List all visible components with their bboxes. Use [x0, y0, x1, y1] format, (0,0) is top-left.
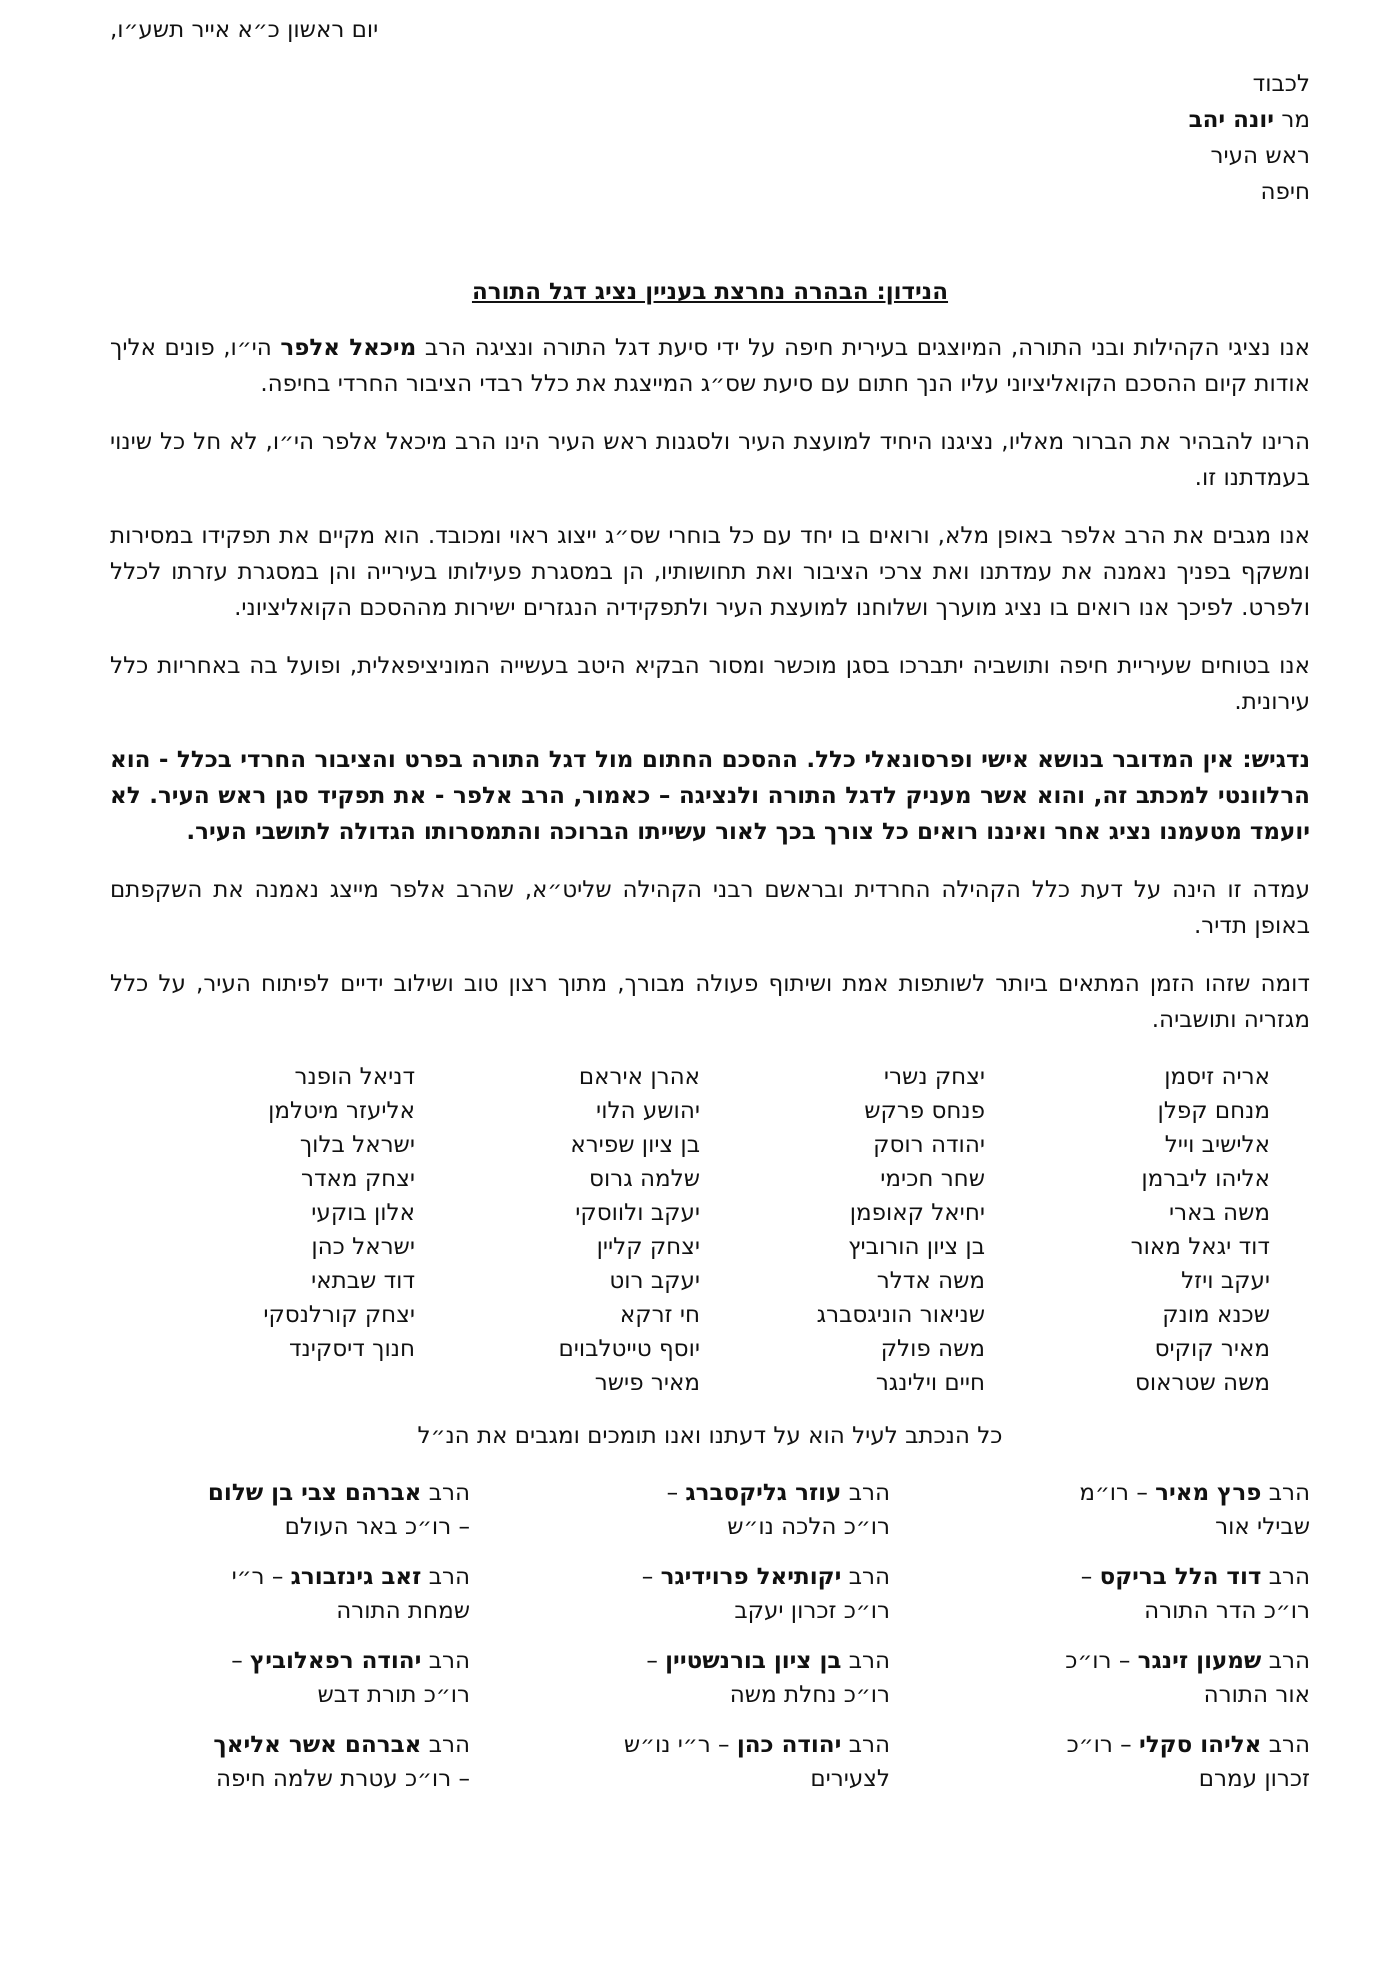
rabbi-entry	[950, 1644, 1310, 1712]
rabbi-line-2: זכרון עמרם	[1198, 1766, 1310, 1792]
signatory-name: יעקב ויזל	[1181, 1268, 1270, 1294]
rabbi-prefix: הרב	[1268, 1648, 1310, 1674]
signatory-name: יהושע הלוי	[596, 1098, 700, 1124]
signatory-name: חיים וילינגר	[875, 1370, 985, 1396]
rabbi-prefix: הרב	[848, 1732, 890, 1758]
rabbi-line-1	[950, 1476, 1310, 1510]
rabbis-list	[110, 1476, 1310, 1796]
signatory-name: אריה זיסמן	[1164, 1064, 1270, 1090]
rabbi-line-2: רו״כ נחלת משה	[729, 1682, 890, 1708]
rabbi-suffix: –	[666, 1480, 679, 1506]
rabbi-line-2: שמחת התורה	[336, 1598, 470, 1624]
signatories-list	[110, 1060, 1310, 1400]
rabbi-prefix: הרב	[848, 1564, 890, 1590]
recipient-name-line	[110, 102, 1310, 138]
rabbi-prefix: הרב	[848, 1648, 890, 1674]
rabbi-suffix: – רו״כ	[1066, 1732, 1132, 1758]
rabbi-prefix: הרב	[428, 1480, 470, 1506]
signatory-name: יוסף טייטלבוים	[558, 1336, 700, 1362]
rabbi-line-2: – רו״כ באר העולם	[284, 1514, 470, 1540]
rabbi-prefix: הרב	[428, 1564, 470, 1590]
rabbi-suffix: – ר״י	[231, 1564, 284, 1590]
signatory-name: שלמה גרוס	[589, 1166, 700, 1192]
paragraph-3: אנו מגבים את הרב אלפר באופן מלא, ורואים בו יחד עם כל בוחרי שס״ג ייצוג ראוי ומכובד. הוא מקיים את תפקידו במסירות ומשקף בפניך נאמנה את עמדתנו ואת צרכי הציבור ואת תחושותיו, הן במסגרת פעילותו בעירייה והן במסגרת עזרתו לכלל ולפרט. לפיכך אנו רואים בו נציג מוערך ושלוחנו למועצת העיר ולתפקידיה הנגזרים ישירות מההסכם הקואליציוני.	[110, 523, 1310, 621]
subject-line: הנידון: הבהרה נחרצת בעניין נציג דגל התורה	[471, 279, 949, 305]
signatory-name: יהודה רוסק	[873, 1132, 985, 1158]
rabbi-entry	[110, 1560, 470, 1628]
paragraph-2: הרינו להבהיר את הברור מאליו, נציגנו היחיד למועצת העיר ולסגנות ראש העיר הינו הרב מיכאל אלפר הי״ו, לא חל כל שינוי בעמדתנו זו.	[110, 429, 1310, 491]
rabbi-suffix: – ר״י נו״ש	[623, 1732, 730, 1758]
rabbi-name: אברהם צבי בן שלום	[207, 1480, 422, 1506]
signatory-name: אהרן איראם	[578, 1064, 700, 1090]
signatory-name: מנחם קפלן	[1157, 1098, 1270, 1124]
rabbi-name: פרץ מאיר	[1155, 1480, 1262, 1506]
recipient-block	[110, 66, 1310, 210]
signatory-name: אליהו ליברמן	[1141, 1166, 1270, 1192]
rabbi-line-1	[950, 1728, 1310, 1762]
signatory-name: ישראל כהן	[311, 1234, 415, 1260]
rabbi-line-1	[110, 1728, 470, 1762]
rabbi-name: שמעון זינגר	[1137, 1648, 1262, 1674]
signatory-name: יצחק נשרי	[883, 1064, 985, 1090]
rabbi-name: יהודה כהן	[736, 1732, 842, 1758]
signatory-name: חנוך דיסקינד	[288, 1336, 415, 1362]
signatory-name: אלישיב וייל	[1164, 1132, 1270, 1158]
signatory-name: בן ציון הורוביץ	[848, 1234, 985, 1260]
signatory-name: בן ציון שפירא	[570, 1132, 700, 1158]
rabbi-line-1	[530, 1728, 890, 1762]
recipient-mr: מר	[1281, 107, 1310, 133]
signatory-name: חי זרקא	[619, 1302, 700, 1328]
rabbi-entry	[530, 1476, 890, 1544]
rabbi-entry	[530, 1644, 890, 1712]
signatory-name: דניאל הופנר	[294, 1064, 415, 1090]
signatory-name: פנחס פרקש	[864, 1098, 985, 1124]
rabbi-name: יקותיאל פרוידיגר	[660, 1564, 842, 1590]
signatory-name: יצחק קליין	[596, 1234, 700, 1260]
rabbi-line-1	[110, 1476, 470, 1510]
signatory-name: אליעזר מיטלמן	[268, 1098, 415, 1124]
signatory-name: יצחק קורלנסקי	[263, 1302, 415, 1328]
rabbi-suffix: – רו״כ	[1065, 1648, 1131, 1674]
rabbi-suffix: –	[1080, 1564, 1093, 1590]
rabbi-name: אליהו סקלי	[1138, 1732, 1262, 1758]
signatory-name: משה אדלר	[876, 1268, 985, 1294]
rabbi-line-1	[950, 1560, 1310, 1594]
rabbi-line-2: לצעירים	[810, 1766, 890, 1792]
rabbi-prefix: הרב	[428, 1732, 470, 1758]
signatory-name: יעקב רוט	[609, 1268, 700, 1294]
endorsement-line: כל הנכתב לעיל הוא על דעתנו ואנו תומכים ומגבים את הנ״ל	[417, 1423, 1003, 1449]
paragraph-7: דומה שזהו הזמן המתאים ביותר לשותפות אמת ושיתוף פעולה מבורך, מתוך רצון טוב ושילוב ידיים לפיתוח העיר, על כלל מגזריה ותושביה.	[110, 971, 1310, 1033]
paragraph-1	[110, 330, 1310, 402]
rabbi-name: עוזר גליקסברג	[685, 1480, 842, 1506]
paragraph-4: אנו בטוחים שעיריית חיפה ותושביה יתברכו בסגן מוכשר ומסור הבקיא היטב בעשייה המוניציפאלית, ופועל בה באחריות כלל עירונית.	[110, 653, 1310, 715]
rabbi-line-2: אור התורה	[1203, 1682, 1310, 1708]
paragraph-1-name: מיכאל אלפר	[280, 335, 417, 361]
paragraph-emphasis: נדגיש: אין המדובר בנושא אישי ופרסונאלי כלל. ההסכם החתום מול דגל התורה בפרט והציבור החרדי בכלל - הוא הרלוונטי למכתב זה, והוא אשר מעניק לדגל התורה ולנציגה – כאמור, הרב אלפר - את תפקיד סגן ראש העיר. לא יועמד מטעמנו נציג אחר ואיננו רואים כל צורך בכך לאור עשייתו הברוכה והתמסרותו הגדולה לתושבי העיר.	[110, 747, 1310, 845]
rabbi-line-2: – רו״כ עטרת שלמה חיפה	[216, 1766, 470, 1792]
rabbi-line-2: רו״כ הלכה נו״ש	[727, 1514, 890, 1540]
signatory-name: יעקב ולווסקי	[575, 1200, 700, 1226]
paragraph-1-b: הי״ו, פונים אליך אודות קיום ההסכם הקואליציוני עליו הנך חתום עם סיעת שס״ג המייצגת את כלל רבדי הציבור החרדי בחיפה.	[110, 335, 1310, 397]
rabbi-line-1	[530, 1476, 890, 1510]
paragraph-1-a: אנו נציגי הקהילות ובני התורה, המיוצגים בעירית חיפה על ידי סיעת דגל התורה ונציגה הרב	[424, 335, 1310, 361]
rabbi-prefix: הרב	[848, 1480, 890, 1506]
rabbi-suffix: –	[646, 1648, 658, 1674]
rabbi-line-2: שבילי אור	[1215, 1514, 1310, 1540]
rabbi-line-2: רו״כ הדר התורה	[1144, 1598, 1310, 1624]
rabbi-prefix: הרב	[1268, 1564, 1310, 1590]
signatory-name: יחיאל קאופמן	[849, 1200, 985, 1226]
rabbi-line-1	[950, 1644, 1310, 1678]
letter-date: יום ראשון כ״א אייר תשע״ו,	[110, 17, 379, 43]
rabbi-entry	[110, 1644, 470, 1712]
rabbi-name: דוד הלל בריקס	[1099, 1564, 1262, 1590]
rabbi-entry	[530, 1728, 890, 1796]
recipient-title: ראש העיר	[1210, 143, 1310, 169]
rabbi-entry	[530, 1560, 890, 1628]
signatory-name: מאיר פישר	[594, 1370, 700, 1396]
rabbi-suffix: –	[641, 1564, 654, 1590]
rabbi-prefix: הרב	[428, 1648, 470, 1674]
rabbi-name: יהודה רפאלוביץ	[250, 1648, 422, 1674]
recipient-honor: לכבוד	[1252, 71, 1310, 97]
signatories-column	[435, 1060, 700, 1400]
rabbi-entry	[950, 1560, 1310, 1628]
signatory-name: משה בארי	[1168, 1200, 1270, 1226]
rabbi-line-1	[110, 1560, 470, 1594]
signatory-name: שכנא מונק	[1162, 1302, 1270, 1328]
rabbi-entry	[950, 1476, 1310, 1544]
rabbi-line-1	[530, 1644, 890, 1678]
recipient-city: חיפה	[1260, 179, 1310, 205]
recipient-name: יונה יהב	[1188, 107, 1275, 133]
rabbi-entry	[110, 1728, 470, 1796]
rabbi-line-2: רו״כ זכרון יעקב	[734, 1598, 890, 1624]
rabbi-line-1	[110, 1644, 470, 1678]
paragraph-6: עמדה זו הינה על דעת כלל הקהילה החרדית ובראשם רבני הקהילה שליט״א, שהרב אלפר מייצג נאמנה את השקפתם באופן תדיר.	[110, 877, 1310, 939]
rabbi-line-1	[530, 1560, 890, 1594]
rabbi-suffix: –	[231, 1648, 243, 1674]
rabbi-entry	[950, 1728, 1310, 1796]
rabbi-name: אברהם אשר אליאך	[213, 1732, 422, 1758]
signatory-name: יצחק מאדר	[301, 1166, 415, 1192]
signatory-name: דוד יגאל מאור	[1130, 1234, 1270, 1260]
rabbi-line-2: רו״כ תורת דבש	[317, 1682, 470, 1708]
rabbi-name: זאב גינזבורג	[290, 1564, 422, 1590]
signatory-name: אלון בוקעי	[311, 1200, 415, 1226]
signatory-name: שניאור הוניגסברג	[816, 1302, 985, 1328]
signatory-name: שחר חכימי	[880, 1166, 985, 1192]
rabbi-entry	[110, 1476, 470, 1544]
signatory-name: משה פולק	[880, 1336, 985, 1362]
signatory-name: דוד שבתאי	[311, 1268, 415, 1294]
rabbi-prefix: הרב	[1268, 1480, 1310, 1506]
signatories-column	[720, 1060, 985, 1400]
rabbi-suffix: – רו״מ	[1079, 1480, 1148, 1506]
signatory-name: משה שטראוס	[1134, 1370, 1270, 1396]
rabbi-name: בן ציון בורנשטיין	[665, 1648, 842, 1674]
rabbi-prefix: הרב	[1268, 1732, 1310, 1758]
signatories-column	[150, 1060, 415, 1400]
signatory-name: מאיר קוקיס	[1154, 1336, 1270, 1362]
signatories-column	[1005, 1060, 1270, 1400]
signatory-name: ישראל בלוך	[299, 1132, 415, 1158]
